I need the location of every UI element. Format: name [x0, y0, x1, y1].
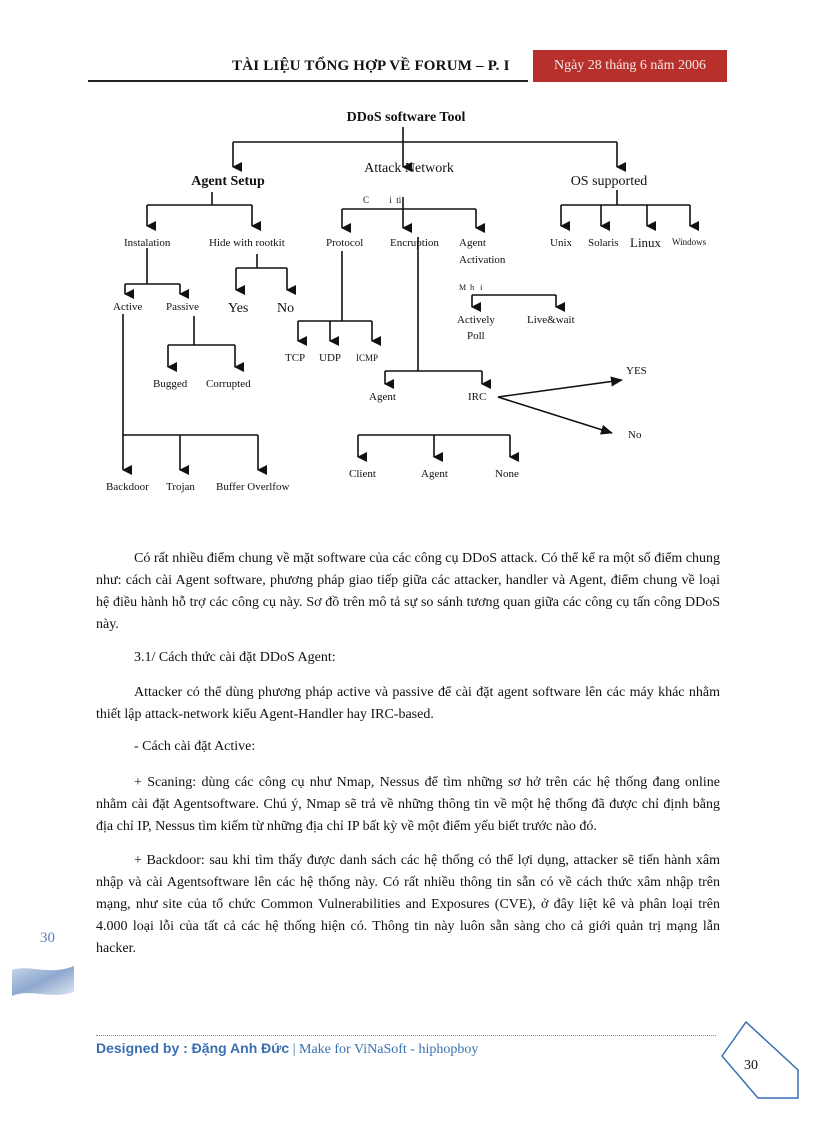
footer-separator: |: [292, 1042, 296, 1057]
irc-node: IRC: [468, 391, 487, 403]
buffer-overflow-node: Buffer Overlfow: [216, 481, 290, 493]
protocol-node: Protocol: [326, 237, 364, 249]
paragraph-backdoor: + Backdoor: sau khi tìm thấy được danh sách các hệ thống có thể lợi dụng, attacker sẽ tiến hành xâm nhập và cài Agentsoftware lên các hệ thống này. Có rất nhiều thông tin sẵn có về cách thức xâm nhập trên mạng, như site của tổ chức Common Vulnerabilities and Exposures (CVE), ở đây liệt kê và phân loại trên 4.000 loại lỗi của tất cả các hệ thống hiện có. Thông tin này luôn sẵn sàng cho cả giới quản trị mạng lẫn hacker.: [96, 853, 720, 956]
none-node: None: [495, 468, 519, 480]
agent-leaf-node: Agent: [421, 468, 448, 480]
ddos-taxonomy-diagram: [0, 95, 816, 515]
irc-no-node: No: [628, 429, 642, 441]
live-wait-node: Live&wait: [527, 314, 575, 326]
header-rule: [88, 80, 528, 82]
tcp-node: TCP: [285, 352, 306, 364]
irc-yes-node: YES: [626, 365, 647, 377]
page-curl-decoration: [10, 962, 76, 1000]
linux-node: Linux: [630, 235, 662, 250]
footer-rule: [96, 1035, 716, 1036]
trojan-node: Trojan: [166, 481, 195, 493]
encryption-node: Encruption: [390, 237, 439, 249]
yes-node: Yes: [228, 301, 249, 316]
subsection-heading: - Cách cài đặt Active:: [134, 739, 256, 754]
paragraph-methods: Attacker có thể dùng phương pháp active và passive để cài đặt agent software lên các máy khác nhằm thiết lập attack-network kiểu Agent-Handler hay IRC-based.: [96, 685, 720, 722]
page-corner-badge: [718, 1018, 800, 1100]
corner-page-number: 30: [744, 1058, 758, 1073]
backdoor-node: Backdoor: [106, 481, 149, 493]
footer: [96, 1040, 478, 1058]
os-supported-node: OS supported: [570, 174, 648, 189]
udp-node: UDP: [319, 352, 342, 364]
corrupted-node: Corrupted: [206, 378, 251, 390]
paragraph-scanning: + Scaning: dùng các công cụ như Nmap, Nessus để tìm những sơ hở trên các hệ thống đang online nhằm cài đặt Agentsoftware. Chú ý, Nmap sẽ trả về những thông tin về một hệ thống đã được chỉ định bằng địa chỉ IP, Nessus tìm kiếm từ những địa chỉ IP bất kỳ về một điểm yếu biết trước nào đó.: [96, 775, 720, 834]
passive-node: Passive: [166, 301, 199, 313]
windows-node: Windows: [672, 237, 707, 247]
footer-designed-by: Designed by : Đặng Anh Đức: [96, 1040, 290, 1056]
paragraph-intro: Có rất nhiều điểm chung về mặt software của các công cụ DDoS attack. Có thể kể ra một số điểm chung như: cách cài Agent software, phương pháp giao tiếp giữa các attacker, handler và Agent, điểm chung về loại hệ điều hành hỗ trợ các công cụ này. Sơ đồ trên mô tả sự so sánh tương quan giữa các công cụ tấn công DDoS này.: [96, 551, 720, 632]
document-title: TÀI LIỆU TỔNG HỢP VỀ FORUM – P. I: [232, 58, 510, 74]
no-node: No: [277, 301, 295, 316]
attack-network-clipped: C i ti: [363, 195, 402, 205]
installation-node: Instalation: [124, 237, 171, 249]
agent-activation-node-2: Activation: [459, 254, 506, 266]
icmp-node: ICMP: [356, 353, 379, 363]
footer-make-for: Make for ViNaSoft - hiphopboy: [299, 1042, 479, 1057]
side-page-number: 30: [40, 930, 55, 946]
root-node: DDoS software Tool: [346, 110, 466, 125]
section-heading: 3.1/ Cách thức cài đặt DDoS Agent:: [134, 650, 336, 665]
active-node: Active: [113, 301, 143, 313]
agent-setup-node: Agent Setup: [191, 174, 265, 189]
attack-network-node: Attack Network: [364, 161, 454, 176]
bugged-node: Bugged: [153, 378, 188, 390]
actively-poll-node: Actively: [457, 314, 495, 326]
solaris-node: Solaris: [588, 237, 619, 249]
hide-rootkit-node: Hide with rootkit: [209, 237, 285, 249]
date-badge: Ngày 28 tháng 6 năm 2006: [533, 50, 727, 82]
agent-activation-node: Agent: [459, 237, 486, 249]
activation-clipped: M h i: [459, 283, 483, 292]
unix-node: Unix: [550, 237, 572, 249]
actively-poll-node-2: Poll: [467, 330, 485, 342]
agent-node: Agent: [369, 391, 396, 403]
client-node: Client: [349, 468, 376, 480]
